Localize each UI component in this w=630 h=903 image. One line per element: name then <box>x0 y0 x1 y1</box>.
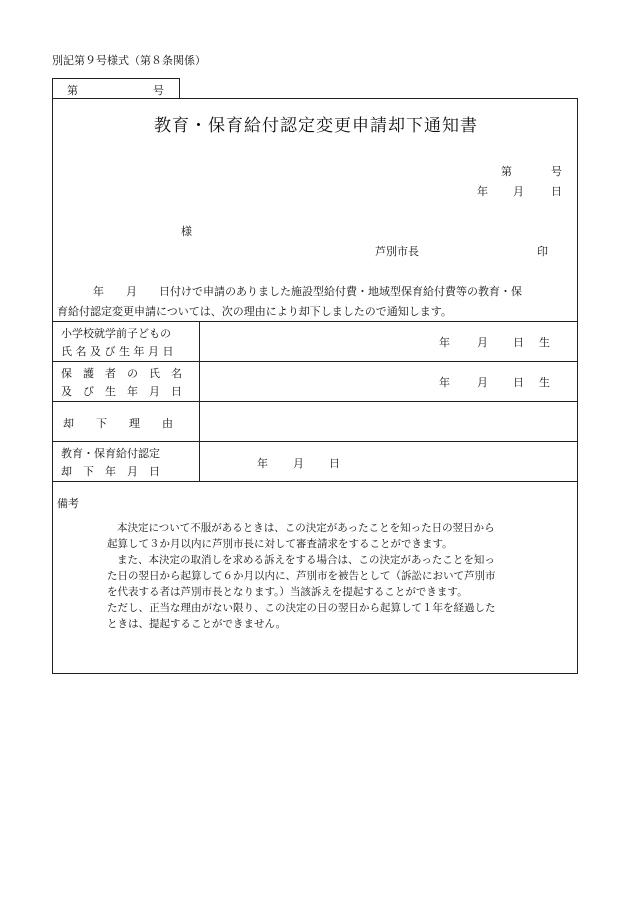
addressee-suffix: 様 <box>181 225 192 238</box>
document-number-box <box>52 78 180 98</box>
remarks-line: た日の翌日から起算して６か月以内に、芦別市を被告として（訴訟において芦別市 <box>107 570 496 582</box>
number-box-dai: 第 <box>67 84 78 97</box>
body-line-2: 育給付認定変更申請については、次の理由により却下しましたので通知します。 <box>57 305 452 318</box>
row4-day: 日 <box>329 457 340 470</box>
row1-born: 生 <box>539 336 550 349</box>
table-rule-3 <box>53 441 577 442</box>
remarks-line: を代表する者は芦別市長となります。）当該訴えを提起することができます。 <box>107 586 468 598</box>
row2-born: 生 <box>539 376 550 389</box>
remarks-line: 本決定について不服があるときは、この決定があったことを知った日の翌日から <box>117 522 495 534</box>
date-month: 月 <box>513 185 524 198</box>
row2-label-line2: 及 び 生 年 月 日 <box>61 385 182 398</box>
table-rule-2 <box>53 401 577 402</box>
page-title: 教育・保育給付認定変更申請却下通知書 <box>154 116 478 136</box>
row4-month: 月 <box>293 457 304 470</box>
seal-mark: 印 <box>537 245 548 258</box>
issuer-name: 芦別市長 <box>375 245 419 258</box>
row3-label: 却 下 理 由 <box>63 417 173 430</box>
body-line-1: 年 月 日付けで申請のありました施設型給付費・地域型保育給付費等の教育・保 <box>93 285 522 298</box>
remarks-heading: 備考 <box>57 497 79 510</box>
table-top-rule <box>53 321 577 322</box>
row2-year: 年 <box>439 376 450 389</box>
row1-label-line2: 氏 名 及 び 生 年 月 日 <box>61 345 174 358</box>
remarks-line: 起算して３か月以内に芦別市長に対して審査請求をすることができます。 <box>107 538 453 550</box>
table-rule-1 <box>53 361 577 362</box>
row2-day: 日 <box>513 376 524 389</box>
date-day: 日 <box>551 185 562 198</box>
notice-frame <box>52 98 578 674</box>
row2-label-line1: 保 護 者 の 氏 名 <box>61 367 182 380</box>
row4-year: 年 <box>257 457 268 470</box>
row2-month: 月 <box>477 376 488 389</box>
table-column-divider <box>199 321 200 481</box>
row1-day: 日 <box>513 336 524 349</box>
row1-label-line1: 小学校就学前子どもの <box>61 327 171 340</box>
date-year: 年 <box>477 185 488 198</box>
table-bottom-rule <box>53 481 577 482</box>
row4-label-line1: 教育・保育給付認定 <box>61 447 160 460</box>
row1-month: 月 <box>477 336 488 349</box>
remarks-line: また、本決定の取消しを求める訴えをする場合は、この決定があったことを知っ <box>117 554 495 566</box>
form-caption: 別記第９号様式（第８条関係） <box>52 54 206 67</box>
row4-label-line2: 却 下 年 月 日 <box>61 465 160 478</box>
row1-year: 年 <box>439 336 450 349</box>
doc-number-dai: 第 <box>501 165 512 178</box>
remarks-line: ときは、提起することができません。 <box>107 618 287 630</box>
number-box-go: 号 <box>153 84 164 97</box>
remarks-line: ただし、正当な理由がない限り、この決定の日の翌日から起算して１年を経過した <box>107 602 496 614</box>
doc-number-go: 号 <box>551 165 562 178</box>
